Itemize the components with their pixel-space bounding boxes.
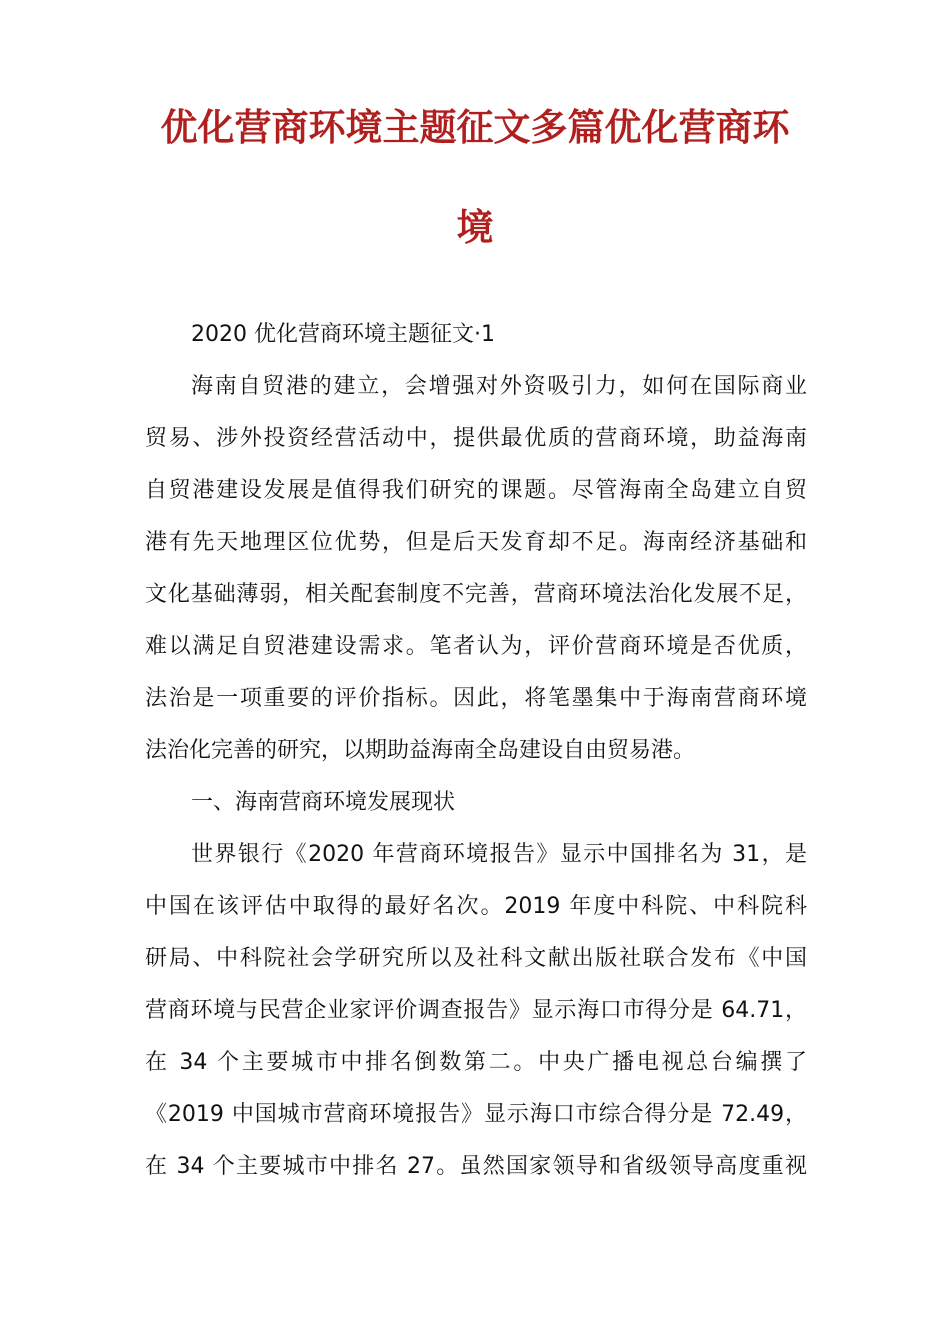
body-line: 《2019 中国城市营商环境报告》显示海口市综合得分是 72.49， bbox=[145, 1102, 807, 1127]
body-line: 自贸港建设发展是值得我们研究的课题。尽管海南全岛建立自贸 bbox=[145, 478, 807, 503]
document-title-line-2: 境 bbox=[456, 206, 494, 249]
body-line: 贸易、涉外投资经营活动中，提供最优质的营商环境，助益海南 bbox=[145, 426, 807, 451]
body-line: 营商环境与民营企业家评价调查报告》显示海口市得分是 64.71， bbox=[145, 998, 807, 1023]
body-line: 法治化完善的研究，以期助益海南全岛建设自由贸易港。 bbox=[145, 738, 696, 763]
body-line: 文化基础薄弱，相关配套制度不完善，营商环境法治化发展不足， bbox=[145, 582, 807, 607]
body-line: 港有先天地理区位优势，但是后天发育却不足。海南经济基础和 bbox=[145, 530, 807, 555]
document-title-line-1: 优化营商环境主题征文多篇优化营商环 bbox=[160, 106, 790, 149]
body-line: 研局、中科院社会学研究所以及社科文献出版社联合发布《中国 bbox=[145, 946, 807, 971]
body-line: 海南自贸港的建立，会增强对外资吸引力，如何在国际商业 bbox=[191, 374, 807, 399]
body-line: 在 34 个主要城市中排名倒数第二。中央广播电视总台编撰了 bbox=[145, 1050, 807, 1075]
body-line: 法治是一项重要的评价指标。因此，将笔墨集中于海南营商环境 bbox=[145, 686, 807, 711]
body-line: 难以满足自贸港建设需求。笔者认为，评价营商环境是否优质， bbox=[145, 634, 807, 659]
body-line: 中国在该评估中取得的最好名次。2019 年度中科院、中科院科 bbox=[145, 894, 807, 919]
section-heading-essay-1: 2020 优化营商环境主题征文·1 bbox=[191, 322, 495, 347]
section-heading: 一、海南营商环境发展现状 bbox=[191, 790, 456, 815]
body-line: 在 34 个主要城市中排名 27。虽然国家领导和省级领导高度重视 bbox=[145, 1154, 807, 1179]
body-line: 世界银行《2020 年营商环境报告》显示中国排名为 31，是 bbox=[191, 842, 807, 867]
